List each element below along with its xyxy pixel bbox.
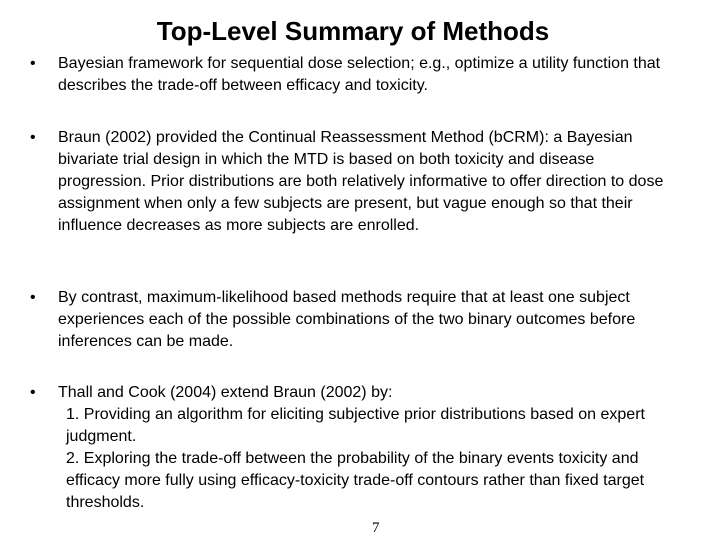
bullet-text: Braun (2002) provided the Continual Reassessment Method (bCRM): a Bayesian bivariate trial design in which the MTD is based on both toxicity and disease progression. Prior distributions are both relatively informative to offer direction to dose assignment when only a few subjects are present, but vague enough so that their influence decreases as more subjects are enrolled. bbox=[58, 129, 664, 234]
sub-item: 1. Providing an algorithm for eliciting subjective prior distributions based on expert judgment. bbox=[66, 406, 645, 445]
bullet-marker: • bbox=[30, 129, 36, 146]
slide-title: Top-Level Summary of Methods bbox=[156, 16, 550, 46]
bullet-marker: • bbox=[30, 384, 36, 401]
bullet-text: By contrast, maximum-likelihood based methods require that at least one subject experiences each of the possible combinations of the two binary outcomes before inferences can be made. bbox=[58, 289, 636, 350]
bullet-text: Thall and Cook (2004) extend Braun (2002) by: bbox=[58, 384, 393, 401]
bullet-text: Bayesian framework for sequential dose selection; e.g., optimize a utility function that describes the trade-off between efficacy and toxicity. bbox=[58, 55, 661, 94]
bullet-marker: • bbox=[30, 55, 36, 72]
page-number: 7 bbox=[372, 520, 380, 536]
bullet-marker: • bbox=[30, 289, 36, 306]
bullet-block bbox=[58, 382, 673, 514]
sub-item: 2. Exploring the trade-off between the probability of the binary events toxicity and efficacy more fully using efficacy-toxicity trade-off contours rather than fixed target thresholds. bbox=[66, 450, 645, 511]
